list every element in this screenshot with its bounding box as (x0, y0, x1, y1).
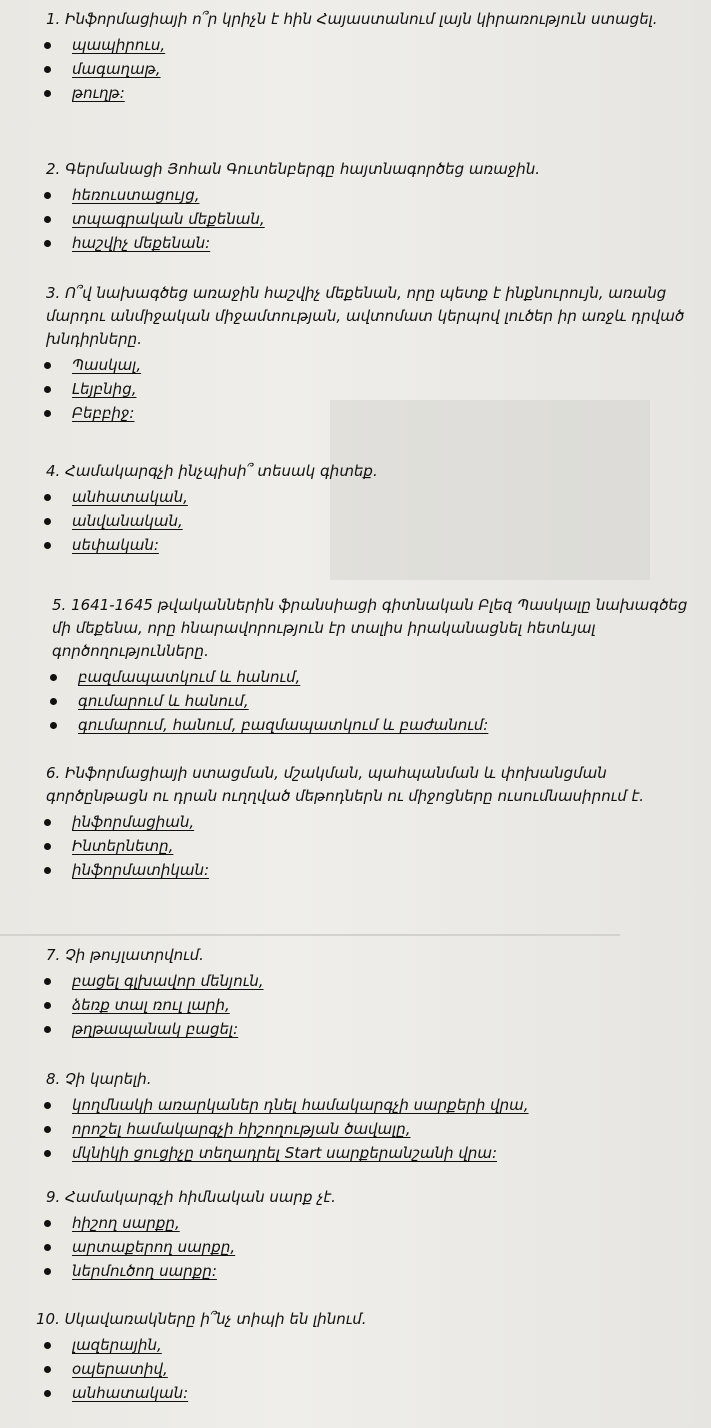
answer-option[interactable]: Պասկալ, (0, 353, 711, 377)
bullet-icon (44, 1126, 51, 1133)
bullet-icon (44, 1150, 51, 1157)
answer-option[interactable]: անհատական: (0, 1381, 711, 1405)
answer-option[interactable]: անհատական, (0, 485, 711, 509)
bullet-icon (44, 42, 51, 49)
answer-option[interactable]: լազերային, (0, 1333, 711, 1357)
answer-option[interactable]: բացել գլխավոր մենյուն, (0, 969, 711, 993)
question-text: 6. Ինֆորմացիայի ստացման, մշակման, պահպանման և փոխանցման գործընթացն ու դրան ուղղված մեթոդներն ու միջոցները ուսումնասիրում է. (46, 764, 644, 805)
question-1 (0, 8, 711, 105)
answer-option[interactable]: Բեբբիջ: (0, 401, 711, 425)
answer-option[interactable]: արտաքերող սարքը, (0, 1235, 711, 1259)
bullet-icon (44, 1220, 51, 1227)
bullet-icon (44, 518, 51, 525)
question-7 (0, 944, 711, 1041)
bullet-icon (44, 867, 51, 874)
bullet-icon (50, 722, 57, 729)
answer-list (0, 1211, 711, 1283)
bullet-icon (44, 843, 51, 850)
question-text: 9. Համակարգչի հիմնական սարք չէ. (46, 1188, 336, 1206)
bullet-icon (44, 978, 51, 985)
question-text: 5. 1641-1645 թվականներին ֆրանսիացի գիտնական Բլեզ Պասկալը նախագծեց մի մեքենա, որը հնարավորություն էր տալիս իրականացնել հետևյալ գործողությունները. (52, 596, 688, 660)
question-text: 4. Համակարգչի ինչպիսի՞ տեսակ գիտեք. (46, 462, 378, 480)
answer-option[interactable]: հեռուստացույց, (0, 183, 711, 207)
bullet-icon (44, 494, 51, 501)
answer-option[interactable]: ձեռք տալ ռուլ լարի, (0, 993, 711, 1017)
bullet-icon (44, 216, 51, 223)
bullet-icon (44, 819, 51, 826)
bullet-icon (44, 1366, 51, 1373)
question-text: 10. Սկավառակները ի՞նչ տիպի են լինում. (36, 1310, 367, 1328)
bullet-icon (50, 698, 57, 705)
question-2 (0, 158, 711, 255)
answer-option[interactable]: Լեյբնից, (0, 377, 711, 401)
question-9 (0, 1186, 711, 1283)
question-text: 1. Ինֆորմացիայի ո՞ր կրիչն է հին Հայաստանում լայն կիրառություն ստացել. (46, 10, 658, 28)
bullet-icon (44, 386, 51, 393)
answer-list (0, 969, 711, 1041)
answer-option[interactable]: կողմնակի առարկաներ դնել համակարգչի սարքերի վրա, (0, 1093, 711, 1117)
bullet-icon (44, 1026, 51, 1033)
question-10 (0, 1308, 711, 1405)
answer-option[interactable]: ինֆորմացիան, (0, 810, 711, 834)
answer-list (0, 1333, 711, 1405)
answer-option[interactable]: թուղթ: (0, 81, 711, 105)
answer-option[interactable]: օպերատիվ, (0, 1357, 711, 1381)
bullet-icon (44, 542, 51, 549)
answer-option[interactable]: թղթապանակ բացել: (0, 1017, 711, 1041)
question-3 (0, 282, 711, 425)
answer-list (0, 665, 711, 737)
answer-list (0, 33, 711, 105)
answer-option[interactable]: տպագրական մեքենան, (0, 207, 711, 231)
question-5 (0, 594, 711, 737)
bullet-icon (44, 1342, 51, 1349)
bullet-icon (44, 66, 51, 73)
answer-option[interactable]: մկնիկի ցուցիչը տեղադրել Start սարքերանշանի վրա: (0, 1141, 711, 1165)
answer-option[interactable]: հաշվիչ մեքենան: (0, 231, 711, 255)
answer-option[interactable]: գումարում և հանում, (0, 689, 711, 713)
bullet-icon (44, 240, 51, 247)
answer-list (0, 1093, 711, 1165)
bullet-icon (44, 1002, 51, 1009)
answer-option[interactable]: Ինտերնետը, (0, 834, 711, 858)
answer-option[interactable]: բազմապատկում և հանում, (0, 665, 711, 689)
bullet-icon (44, 1102, 51, 1109)
question-4 (0, 460, 711, 557)
answer-list (0, 183, 711, 255)
bullet-icon (44, 410, 51, 417)
page-fold-line (0, 934, 620, 936)
answer-list (0, 353, 711, 425)
answer-option[interactable]: անվանական, (0, 509, 711, 533)
bullet-icon (44, 1244, 51, 1251)
answer-option[interactable]: ինֆորմատիկան: (0, 858, 711, 882)
bullet-icon (44, 362, 51, 369)
answer-option[interactable]: ներմուծող սարքը: (0, 1259, 711, 1283)
question-text: 7. Չի թույլատրվում. (46, 946, 204, 964)
bullet-icon (44, 1390, 51, 1397)
answer-option[interactable]: մագաղաթ, (0, 57, 711, 81)
answer-list (0, 485, 711, 557)
question-8 (0, 1068, 711, 1165)
question-6 (0, 762, 711, 882)
answer-option[interactable]: որոշել համակարգչի հիշողության ծավալը, (0, 1117, 711, 1141)
answer-option[interactable]: հիշող սարքը, (0, 1211, 711, 1235)
answer-option[interactable]: սեփական: (0, 533, 711, 557)
bullet-icon (44, 1268, 51, 1275)
answer-option[interactable]: գումարում, հանում, բազմապատկում և բաժանում: (0, 713, 711, 737)
answer-option[interactable]: պապիրուս, (0, 33, 711, 57)
bullet-icon (50, 674, 57, 681)
answer-list (0, 810, 711, 882)
question-text: 8. Չի կարելի. (46, 1070, 152, 1088)
bullet-icon (44, 90, 51, 97)
question-text: 2. Գերմանացի Յոհան Գուտենբերգը հայտնագործեց առաջին. (46, 160, 541, 178)
question-text: 3. Ո՞վ նախագծեց առաջին հաշվիչ մեքենան, որը պետք է ինքնուրույն, առանց մարդու անմիջական միջամտության, ավտոմատ կերպով լուծեր իր առջև դրված խնդիրները. (46, 284, 685, 348)
bullet-icon (44, 192, 51, 199)
